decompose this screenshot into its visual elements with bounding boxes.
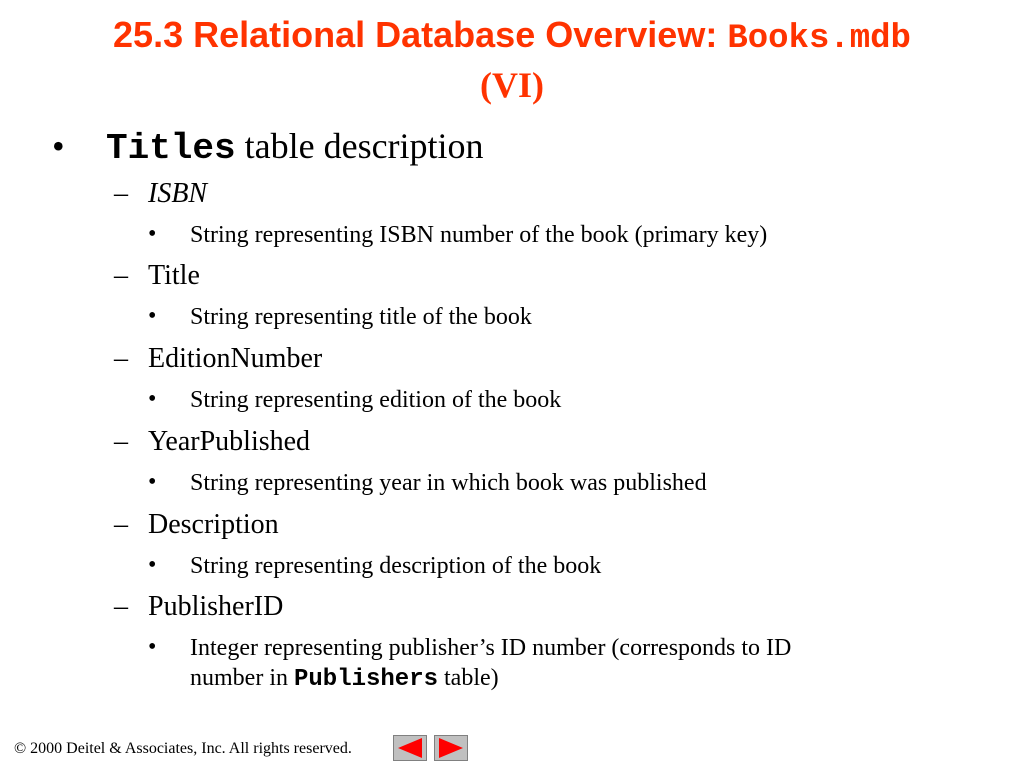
copyright-footer: © 2000 Deitel & Associates, Inc. All rights reserved.: [14, 740, 352, 757]
field-dash: –: [114, 509, 128, 540]
field-desc-isbn: String representing ISBN number of the book (primary key): [190, 222, 768, 248]
field-dash: –: [114, 426, 128, 457]
field-dash: –: [114, 591, 128, 622]
field-desc-yearpublished: String representing year in which book was published: [190, 470, 707, 496]
field-name-description: Description: [148, 509, 279, 540]
main-bullet-code: Titles: [106, 128, 236, 169]
field-desc-description: String representing description of the book: [190, 553, 602, 579]
desc-suffix: table): [438, 665, 499, 691]
field-bullet: •: [148, 303, 157, 329]
previous-slide-button[interactable]: [393, 735, 427, 761]
arrow-right-icon: [439, 738, 463, 758]
field-desc-publisherid-line1: Integer representing publisher’s ID number (corresponds to ID: [190, 635, 792, 661]
main-bullet-text: [106, 125, 484, 169]
field-dash: –: [114, 178, 128, 209]
title-code: Books.mdb: [727, 20, 911, 58]
field-name-title: Title: [148, 260, 200, 291]
title-prefix: 25.3 Relational Database Overview:: [113, 14, 728, 55]
field-name-isbn: ISBN: [148, 178, 208, 209]
field-bullet: •: [148, 386, 157, 412]
field-desc-title: String representing title of the book: [190, 304, 532, 330]
field-bullet: •: [148, 221, 157, 247]
field-bullet: •: [148, 634, 157, 660]
field-dash: –: [114, 343, 128, 374]
title-line-2: (VI): [480, 65, 544, 106]
field-name-editionnumber: EditionNumber: [148, 343, 323, 374]
next-slide-button[interactable]: [434, 735, 468, 761]
field-bullet: •: [148, 552, 157, 578]
field-name-yearpublished: YearPublished: [148, 426, 311, 457]
field-desc-publisherid-line2: [190, 663, 499, 695]
field-dash: –: [114, 260, 128, 291]
field-name-publisherid: PublisherID: [148, 591, 284, 622]
desc-code: Publishers: [293, 666, 439, 693]
main-bullet-marker: •: [52, 126, 65, 166]
desc-prefix: number in: [190, 665, 294, 691]
main-bullet-label: table description: [235, 126, 484, 166]
field-bullet: •: [148, 469, 157, 495]
field-desc-editionnumber: String representing edition of the book: [190, 387, 562, 413]
arrow-left-icon: [398, 738, 422, 758]
